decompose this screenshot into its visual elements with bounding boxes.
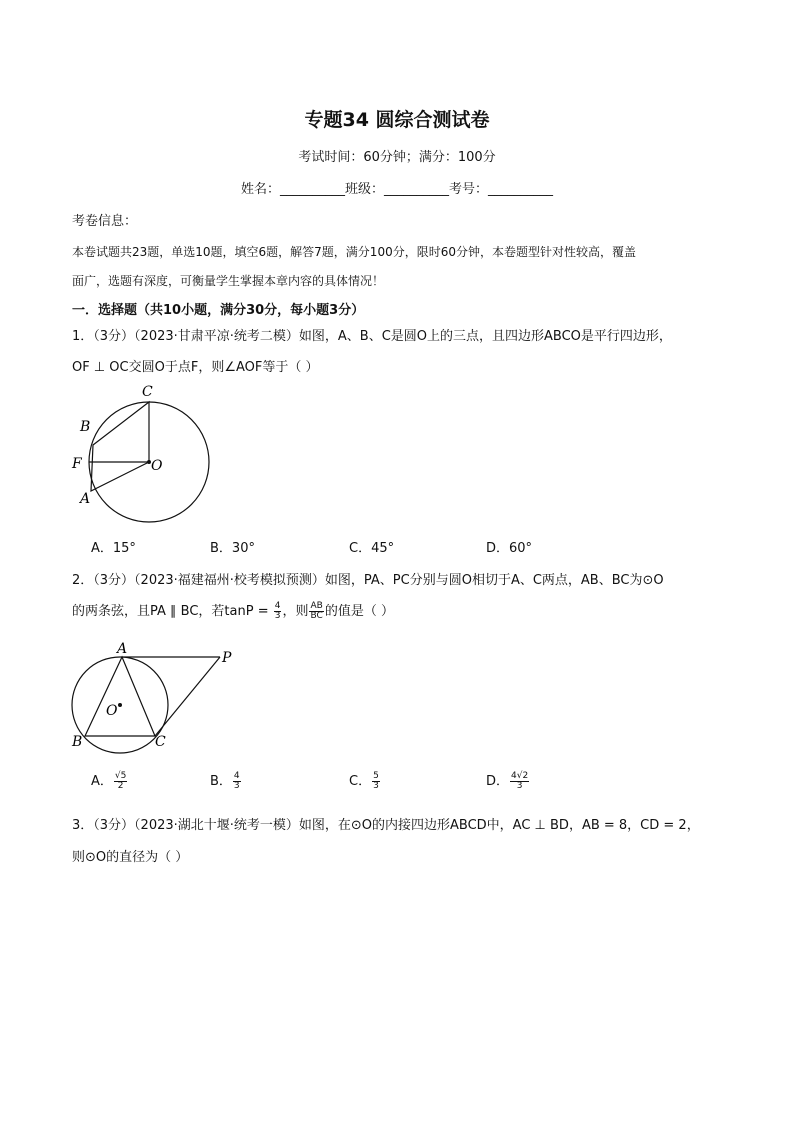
q1-line-1: 1．（3分）（2023·甘肃平凉·统考二模）如图，A、B、C是圆O上的三点，且四边形ABCO是平行四边形， xyxy=(72,329,672,344)
q2-tan-num: 4 xyxy=(274,601,281,611)
q3-line-1: 3．（3分）（2023·湖北十堰·统考一模）如图，在⊙O的内接四边形ABCD中，AC ⊥ BD，AB = 8，CD = 2， xyxy=(72,818,700,833)
q2-option-b-num: 4 xyxy=(233,771,240,781)
info-line-2: 面广，选题有深度，可衡量学生掌握本章内容的具体情况！ xyxy=(72,274,385,288)
q2-option-d-num: 4√2 xyxy=(511,771,529,781)
q2-line-2-part-a: 的两条弦，且PA ∥ BC，若tanP = xyxy=(72,604,273,619)
q1-line-2: OF ⊥ OC交圆O于点F，则∠AOF等于（ ） xyxy=(72,360,319,375)
q2-center-point xyxy=(118,703,122,707)
info-line-1: 本卷试题共23题，单选10题，填空6题，解答7题，满分100分，限时60分钟，本卷题型针对性较高，覆盖 xyxy=(72,245,636,259)
q2-option-d[interactable] xyxy=(486,770,530,791)
q2-option-d-letter: D． xyxy=(486,774,510,789)
q1-figure xyxy=(62,378,222,528)
q1-label-c: C xyxy=(142,384,153,400)
q2-option-d-den: 3 xyxy=(516,781,523,791)
q2-line-2-part-c: 的值是（ ） xyxy=(324,604,394,619)
q2-label-o: O xyxy=(106,703,118,719)
q1-label-b: B xyxy=(80,419,91,435)
q2-option-c[interactable] xyxy=(349,770,381,791)
q2-tangent-pc xyxy=(155,657,220,736)
page-title: 专题34 圆综合测试卷 xyxy=(304,109,490,131)
q1-option-a[interactable]: A．15° xyxy=(91,541,136,556)
q2-ratio-num: AB xyxy=(310,601,323,611)
q1-label-f: F xyxy=(72,456,82,472)
q1-option-c[interactable]: C．45° xyxy=(349,541,395,556)
info-heading: 考卷信息： xyxy=(72,214,138,229)
q2-option-b-fraction xyxy=(233,772,241,791)
q2-label-b: B xyxy=(72,734,83,750)
q2-triangle xyxy=(85,657,155,736)
q2-label-a: A xyxy=(117,641,128,657)
q2-option-b-den: 3 xyxy=(233,781,240,791)
q1-option-d[interactable]: D．60° xyxy=(486,541,533,556)
q2-tan-fraction xyxy=(274,602,282,621)
q2-option-a-den: 2 xyxy=(117,781,124,791)
q2-option-b[interactable] xyxy=(210,770,242,791)
q2-option-a[interactable] xyxy=(91,770,128,791)
exam-info: 考试时间：60分钟；满分：100分 xyxy=(298,150,496,165)
student-info-line: 姓名：__________班级：__________考号：__________ xyxy=(240,182,553,197)
q2-option-a-letter: A． xyxy=(91,774,113,789)
q3-line-2: 则⊙O的直径为（ ） xyxy=(72,850,189,865)
q2-ratio-fraction xyxy=(309,602,323,621)
q2-option-a-num: √5 xyxy=(114,771,127,781)
q2-option-c-fraction xyxy=(372,772,380,791)
q2-option-c-num: 5 xyxy=(373,771,379,781)
q2-option-c-letter: C． xyxy=(349,774,372,789)
q2-option-c-den: 3 xyxy=(373,781,379,791)
q1-option-b[interactable]: B．30° xyxy=(210,541,255,556)
q2-label-c: C xyxy=(155,734,166,750)
q2-figure xyxy=(62,640,242,755)
q2-option-b-letter: B． xyxy=(210,774,232,789)
q2-option-d-fraction xyxy=(510,772,529,791)
q1-label-a: A xyxy=(80,491,91,507)
q2-label-p: P xyxy=(222,650,232,666)
q2-tan-den: 3 xyxy=(274,611,281,621)
q2-ratio-den: BC xyxy=(310,611,323,621)
q2-line-1: 2．（3分）（2023·福建福州·校考模拟预测）如图，PA、PC分别与圆O相切于A、C两点，AB、BC为⊙O xyxy=(72,573,664,588)
section-heading: 一．选择题（共10小题，满分30分，每小题3分） xyxy=(72,303,365,318)
q2-option-a-fraction xyxy=(114,772,127,791)
q1-parallelogram xyxy=(91,402,149,491)
q2-line-2 xyxy=(72,600,394,621)
q1-label-o: O xyxy=(151,458,163,474)
q2-line-2-part-b: ，则 xyxy=(282,604,309,619)
